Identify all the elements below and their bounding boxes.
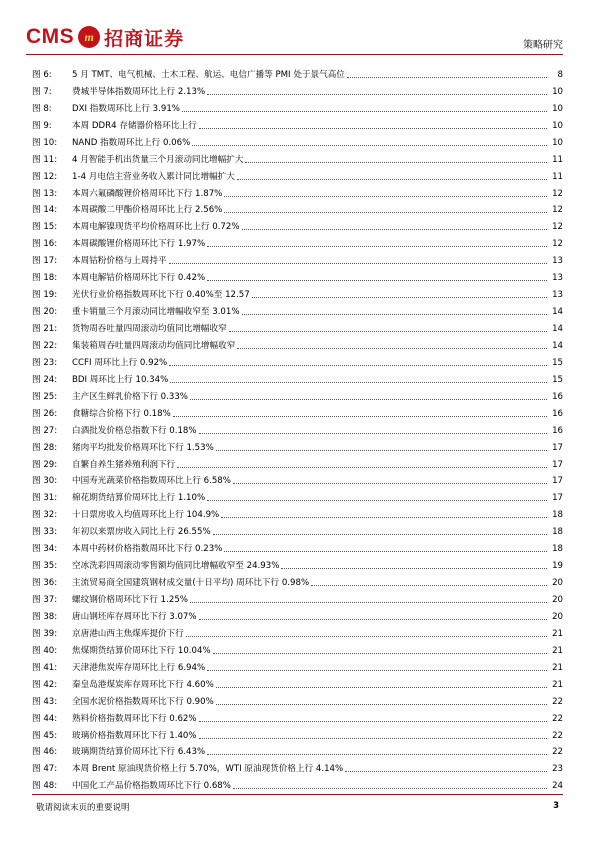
figure-number: 图 11: [32,154,58,165]
figure-number: 图 7: [32,86,52,97]
figure-title: 白酒批发价格总指数下行 0.18% [72,425,197,436]
dot-leader [207,754,547,755]
figure-index-entry[interactable] [32,232,563,249]
figure-number: 图 27: [32,425,58,436]
figure-page-number: 18 [552,544,563,555]
figure-number: 图 29: [32,459,58,470]
figure-title: 4 月智能手机出货量三个月滚动同比增幅扩大 [72,154,244,165]
header-divider [26,54,563,55]
figure-title: 本周六氟磷酸锂价格周环比下行 1.87% [72,188,223,199]
logo-emblem-icon: m [78,26,100,48]
dot-leader [207,94,547,95]
figure-page-number: 18 [552,527,563,538]
figure-title: 京唐港山西主焦煤库提价下行 [72,628,184,639]
figure-title: 自繁自养生猪养殖利润下行 [72,459,176,470]
dot-leader [224,196,547,197]
figure-page-number: 21 [552,662,563,673]
figure-number: 图 41: [32,662,58,673]
figure-page-number: 21 [552,645,563,656]
figure-number: 图 13: [32,188,58,199]
figure-title: 本周电解钴价格周环比下行 0.42% [72,273,206,284]
figure-title: 本周 DDR4 存储器价格环比上行 [72,120,197,131]
dot-leader [233,483,547,484]
figure-page-number: 22 [552,713,563,724]
figure-index-entry[interactable] [32,520,563,537]
figure-index-entry[interactable] [32,97,563,114]
dot-leader [224,212,547,213]
figure-index-entry[interactable] [32,605,563,622]
figure-page-number: 13 [552,256,563,267]
figure-title: 玻璃价格指数周环比下行 1.40% [72,730,197,741]
figure-index-entry[interactable] [32,707,563,724]
figure-number: 图 32: [32,510,58,521]
figure-number: 图 24: [32,374,58,385]
figure-number: 图 6: [32,69,52,80]
figure-page-number: 21 [552,679,563,690]
dot-leader [216,704,547,705]
dot-leader [170,382,547,383]
dot-leader [169,263,547,264]
dot-leader [245,162,547,163]
footer-page-number: 3 [553,801,559,811]
dot-leader [177,467,547,468]
figure-title: 主产区生鲜乳价格下行 0.33% [72,391,188,402]
dot-leader [221,517,547,518]
figure-index-entry[interactable] [32,419,563,436]
dot-leader [213,653,547,654]
figure-index-entry[interactable] [32,266,563,283]
figure-number: 图 20: [32,307,58,318]
figure-number: 图 10: [32,137,58,148]
figure-index-entry[interactable] [32,503,563,520]
figure-index-entry[interactable] [32,436,563,453]
figure-title: 本周钴粉价格与上周持平 [72,256,167,267]
figure-number: 图 18: [32,273,58,284]
figure-title: 唐山钢坯库存周环比下行 3.07% [72,611,197,622]
figure-number: 图 8: [32,103,52,114]
figure-index-entry[interactable] [32,182,563,199]
figure-index-entry[interactable] [32,351,563,368]
figure-title: 本周电解镍现货平均价格周环比上行 0.72% [72,222,240,233]
figure-number: 图 31: [32,493,58,504]
dot-leader [216,450,547,451]
figure-page-number: 17 [552,493,563,504]
dot-leader [190,399,547,400]
figure-number: 图 15: [32,222,58,233]
dot-leader [311,585,547,586]
figure-index-entry[interactable] [32,334,563,351]
figure-title: NAND 指数周环比上行 0.06% [72,137,191,148]
footer-disclaimer: 敬请阅读末页的重要说明 [36,803,130,813]
figure-index-entry[interactable] [32,249,563,266]
dot-leader [199,738,547,739]
dot-leader [229,331,547,332]
figure-index-entry[interactable] [32,639,563,656]
figure-title: 空冰洗彩四周滚动零售额均值同比增幅收窄至 24.93% [72,561,280,572]
figure-title: 5 月 TMT、电气机械、土木工程、航运、电信广播等 PMI 处于景气高位 [72,69,345,80]
figure-page-number: 16 [552,391,563,402]
figure-page-number: 19 [552,561,563,572]
dot-leader [207,280,547,281]
page-header [26,20,563,56]
figure-page-number: 11 [552,154,563,165]
dot-leader [233,788,547,789]
figure-page-number: 17 [552,442,563,453]
figure-index-entry[interactable] [32,148,563,165]
figure-index-entry[interactable] [32,656,563,673]
dot-leader [347,77,547,78]
company-logo [26,24,184,50]
figure-number: 图 17: [32,256,58,267]
figure-number: 图 37: [32,595,58,605]
figure-title: 秦皇岛港煤炭库存周环比下行 4.60% [72,679,214,690]
dot-leader [199,433,547,434]
figure-number: 图 25: [32,391,58,402]
figure-title: 焦煤期货结算价周环比下行 10.04% [72,645,211,656]
dot-leader [281,568,547,569]
figure-index-entry[interactable] [32,80,563,97]
figure-number: 图 22: [32,340,58,351]
figure-title: 本周碳酸锂价格周环比下行 1.97% [72,239,206,250]
figure-page-number: 24 [552,781,563,792]
figure-index-entry[interactable] [32,774,563,791]
dot-leader [207,246,547,247]
figure-index-entry[interactable] [32,402,563,419]
figure-page-number: 14 [552,307,563,318]
figure-index-entry[interactable] [32,673,563,690]
figure-number: 图 26: [32,408,58,419]
dot-leader [207,670,547,671]
figure-index-entry[interactable] [32,199,563,216]
dot-leader [199,619,547,620]
figure-page-number: 22 [552,730,563,741]
logo-text-en: CMS [26,25,75,48]
dot-leader [199,721,547,722]
figure-page-number: 10 [552,137,563,148]
figure-page-number: 10 [552,103,563,114]
figure-title: 玻璃期货结算价周环比下行 6.43% [72,747,206,758]
figure-title: CCFI 周环比上行 0.92% [72,357,168,368]
report-section-label: 策略研究 [523,40,563,51]
logo-text-cn: 招商证券 [104,27,185,50]
figure-number: 图 23: [32,357,58,368]
figure-title: 年初以来票房收入同比上行 26.55% [72,527,211,538]
figure-page-number: 10 [552,120,563,131]
figure-index-entry[interactable] [32,622,563,639]
figure-title: 主流贸易商全国建筑钢材成交量(十日平均) 周环比下行 0.98% [72,578,310,589]
figure-number: 图 42: [32,679,58,690]
figure-index-entry[interactable] [32,571,563,588]
dot-leader [242,314,547,315]
figure-page-number: 11 [552,171,563,182]
figure-page-number: 21 [552,628,563,639]
figure-title: 螺纹钢价格周环比下行 1.25% [72,595,188,605]
figure-title: 重卡销量三个月滚动同比增幅收窄至 3.01% [72,307,240,318]
figure-index-entry[interactable] [32,63,563,80]
figure-index-entry[interactable] [32,554,563,571]
figure-title: 光伏行业价格指数周环比下行 0.40%至 12.57 [72,290,250,301]
figure-number: 图 48: [32,781,58,792]
figure-index-entry[interactable] [32,385,563,402]
figure-number: 图 47: [32,764,58,775]
figure-page-number: 15 [552,357,563,368]
figure-page-number: 22 [552,747,563,758]
dot-leader [213,534,547,535]
figure-number: 图 30: [32,476,58,487]
figure-page-number: 10 [552,86,563,97]
figure-number: 图 43: [32,696,58,707]
dot-leader [199,128,547,129]
figure-page-number: 17 [552,476,563,487]
figure-title: 本周 Brent 原油现货价格上行 5.70%，WTI 原油现货价格上行 4.14% [72,764,344,775]
figure-page-number: 15 [552,374,563,385]
figure-title: 费城半导体指数周环比上行 2.13% [72,86,206,97]
figure-title: 猪肉平均批发价格周环比下行 1.53% [72,442,214,453]
figure-number: 图 34: [32,544,58,555]
dot-leader [169,365,547,366]
figure-page-number: 14 [552,340,563,351]
figure-title: 熟料价格指数周环比下行 0.62% [72,713,197,724]
footer-divider [32,794,563,795]
figure-number: 图 35: [32,561,58,572]
dot-leader [345,771,547,772]
figure-title: 集装箱周吞吐量四周滚动均值同比增幅收窄 [72,340,236,351]
figure-page-number: 22 [552,696,563,707]
dot-leader [242,229,547,230]
figure-number: 图 21: [32,324,58,334]
figure-index-entry[interactable] [32,114,563,131]
figure-index-entry[interactable] [32,317,563,334]
figure-page-number: 16 [552,425,563,436]
figure-page-number: 16 [552,408,563,419]
figure-number: 图 33: [32,527,58,538]
figure-title: 1-4 月电信主营业务收入累计同比增幅扩大 [72,171,235,182]
figure-number: 图 9: [32,120,52,131]
figure-title: 本周中药材价格指数周环比下行 0.23% [72,544,223,555]
figure-index-entry[interactable] [32,690,563,707]
figure-page-number: 12 [552,239,563,250]
figure-number: 图 46: [32,747,58,758]
figure-index-entry[interactable] [32,741,563,758]
figure-page-number: 20 [552,595,563,605]
dot-leader [182,111,547,112]
figure-title: 棉花期货结算价周环比上行 1.10% [72,493,206,504]
figure-number: 图 36: [32,578,58,589]
dot-leader [192,145,547,146]
dot-leader [216,687,547,688]
figure-number: 图 19: [32,290,58,301]
figure-title: 全国水泥价格指数周环比下行 0.90% [72,696,214,707]
figure-index-entry[interactable] [32,537,563,554]
figure-title: 食糖综合价格下行 0.18% [72,408,171,419]
dot-leader [186,636,547,637]
figure-title: 中国寿光蔬菜价格指数周环比上行 6.58% [72,476,231,487]
figure-number: 图 38: [32,611,58,622]
figure-index-entry[interactable] [32,300,563,317]
figure-index-entry[interactable] [32,283,563,300]
figure-number: 图 44: [32,713,58,724]
figure-page-number: 20 [552,611,563,622]
figure-index-entry[interactable] [32,215,563,232]
figure-title: 中国化工产品价格指数周环比下行 0.68% [72,781,231,792]
figure-index-entry[interactable] [32,368,563,385]
figure-page-number: 12 [552,205,563,216]
figure-page-number: 13 [552,290,563,301]
figure-index-entry[interactable] [32,588,563,605]
figure-number: 图 16: [32,239,58,250]
figure-title: 本周碳酸二甲酯价格周环比上行 2.56% [72,205,223,216]
dot-leader [237,179,547,180]
dot-leader [252,297,547,298]
figure-index-entry[interactable] [32,757,563,774]
figure-index-entry[interactable] [32,486,563,503]
dot-leader [207,500,547,501]
figure-title: BDI 周环比上行 10.34% [72,374,169,385]
figure-page-number: 12 [552,188,563,199]
figure-title: 天津港焦炭库存周环比上行 6.94% [72,662,206,673]
figure-page-number: 17 [552,459,563,470]
figure-number: 图 14: [32,205,58,216]
figure-page-number: 18 [552,510,563,521]
figure-index-entry[interactable] [32,470,563,487]
figure-title: DXI 指数周环比上行 3.91% [72,103,180,114]
figure-index-entry[interactable] [32,724,563,741]
dot-leader [224,551,547,552]
dot-leader [173,416,547,417]
dot-leader [237,348,547,349]
figure-page-number: 8 [557,69,563,80]
figure-page-number: 23 [552,764,563,775]
figure-number: 图 12: [32,171,58,182]
figure-index-entry[interactable] [32,453,563,470]
figure-page-number: 13 [552,273,563,284]
figure-number: 图 45: [32,730,58,741]
figure-number: 图 39: [32,628,58,639]
figure-title: 十日票房收入均值周环比上行 104.9% [72,510,220,521]
figure-page-number: 14 [552,324,563,334]
figure-number: 图 40: [32,645,58,656]
figure-page-number: 20 [552,578,563,589]
figure-index [32,63,563,791]
figure-index-entry[interactable] [32,165,563,182]
dot-leader [190,602,547,603]
figure-page-number: 12 [552,222,563,233]
figure-index-entry[interactable] [32,131,563,148]
figure-title: 货物周吞吐量四周滚动均值同比增幅收窄 [72,324,227,334]
figure-number: 图 28: [32,442,58,453]
